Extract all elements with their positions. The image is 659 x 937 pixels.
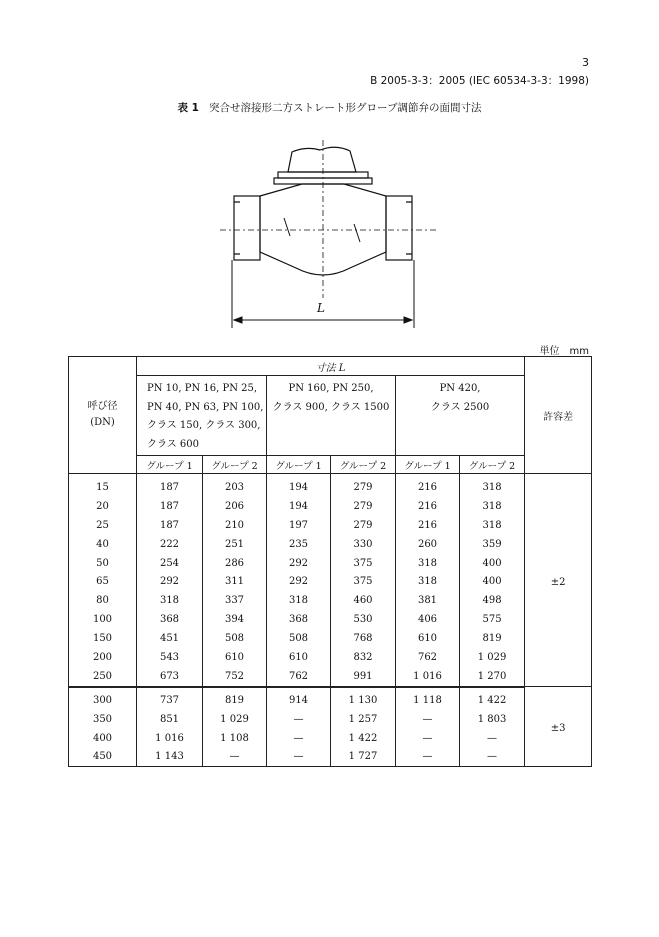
tolerance-cell: ±3 (525, 687, 592, 767)
dn-cell: 200 (69, 648, 137, 667)
dimension-cell: 610 (396, 629, 460, 648)
dimension-cell: 194 (267, 497, 331, 516)
dimension-cell: 530 (331, 610, 396, 629)
standard-reference: B 2005-3-3：2005 (IEC 60534-3-3：1998) (370, 75, 589, 87)
dimension-cell: 1 130 (331, 687, 396, 710)
header-class-group-2 (267, 376, 396, 456)
dimension-cell: — (460, 747, 525, 766)
dimension-cell: 394 (203, 610, 267, 629)
table-row (69, 554, 592, 573)
dimension-cell: 991 (331, 667, 396, 687)
dn-cell: 400 (69, 729, 137, 748)
dimension-cell: 311 (203, 572, 267, 591)
header-class-group-3 (396, 376, 525, 456)
dimension-cell: — (396, 729, 460, 748)
table-row (69, 747, 592, 766)
table-row (69, 497, 592, 516)
class-line: PN 40, PN 63, PN 100, (147, 401, 264, 413)
table-body (69, 474, 592, 767)
dimension-cell: 222 (137, 535, 203, 554)
table-row (69, 710, 592, 729)
dn-cell: 250 (69, 667, 137, 687)
group-label: グループ 2 (331, 456, 396, 474)
dimension-cell: 851 (137, 710, 203, 729)
dn-cell: 40 (69, 535, 137, 554)
dimension-cell: 1 029 (460, 648, 525, 667)
unit-label: 単位 mm (539, 346, 589, 357)
left-weld-end (234, 196, 260, 260)
dimension-cell: 575 (460, 610, 525, 629)
dimension-cell: 260 (396, 535, 460, 554)
table-number: 表 1 (177, 102, 199, 114)
dimension-cell: 1 803 (460, 710, 525, 729)
header-dn (69, 357, 137, 474)
dimension-cell: 216 (396, 516, 460, 535)
table-row (69, 535, 592, 554)
dimension-cell: 460 (331, 591, 396, 610)
dn-cell: 25 (69, 516, 137, 535)
page-number: 3 (582, 56, 589, 69)
dimension-cell: 206 (203, 497, 267, 516)
dimension-cell: 610 (203, 648, 267, 667)
dimension-cell: 610 (267, 648, 331, 667)
group-label: グループ 1 (137, 456, 203, 474)
dimension-cell: 406 (396, 610, 460, 629)
dimension-cell: 752 (203, 667, 267, 687)
dimension-cell: 210 (203, 516, 267, 535)
dimension-cell: 1 727 (331, 747, 396, 766)
valve-diagram (210, 140, 450, 335)
dimension-cell: 400 (460, 554, 525, 573)
dimension-cell: 381 (396, 591, 460, 610)
class-line: PN 160, PN 250, (288, 383, 374, 394)
class-line: クラス 2500 (430, 401, 490, 413)
dimensions-table (68, 356, 592, 767)
dimension-cell: 762 (396, 648, 460, 667)
class-line: クラス 150, クラス 300, (147, 420, 261, 431)
dimension-cell: 318 (137, 591, 203, 610)
dimension-cell: 368 (137, 610, 203, 629)
dimension-cell: 286 (203, 554, 267, 573)
dimension-cell: 1 422 (331, 729, 396, 748)
right-weld-end (386, 196, 412, 260)
group-label: グループ 2 (203, 456, 267, 474)
dimension-cell: 279 (331, 516, 396, 535)
dimension-cell: 235 (267, 535, 331, 554)
dimension-cell: 819 (460, 629, 525, 648)
dimension-cell: — (396, 710, 460, 729)
class-line: PN 10, PN 16, PN 25, (147, 383, 258, 394)
header-class-group-1 (137, 376, 267, 456)
dimension-cell: 337 (203, 591, 267, 610)
table-row (69, 667, 592, 687)
dimension-cell: 400 (460, 572, 525, 591)
dimension-cell: 216 (396, 497, 460, 516)
dimension-cell: — (460, 729, 525, 748)
dn-cell: 50 (69, 554, 137, 573)
dimension-cell: 318 (396, 572, 460, 591)
dimension-cell: 368 (267, 610, 331, 629)
dimension-cell: 203 (203, 474, 267, 497)
dimension-cell: 819 (203, 687, 267, 710)
header-dn-line2: (DN) (90, 417, 115, 428)
dimension-cell: 194 (267, 474, 331, 497)
valve-bonnet (288, 147, 356, 172)
dimension-cell: 292 (137, 572, 203, 591)
dimension-cell: 292 (267, 554, 331, 573)
dimension-cell: 1 108 (203, 729, 267, 748)
class-line: クラス 900, クラス 1500 (272, 401, 390, 413)
dn-cell: 450 (69, 747, 137, 766)
dimension-cell: 318 (460, 497, 525, 516)
dimension-cell: 375 (331, 572, 396, 591)
dimension-cell: 318 (460, 516, 525, 535)
dimension-cell: 1 143 (137, 747, 203, 766)
header-dimension: 寸法 L (137, 357, 525, 376)
dimension-cell: 318 (396, 554, 460, 573)
table-row (69, 474, 592, 497)
dimension-cell: 292 (267, 572, 331, 591)
dimension-cell: — (267, 729, 331, 748)
dimension-cell: 832 (331, 648, 396, 667)
tolerance-cell: ±2 (525, 474, 592, 687)
table-row (69, 591, 592, 610)
dimension-cell: — (396, 747, 460, 766)
dimension-cell: 1 257 (331, 710, 396, 729)
dimension-cell: 508 (267, 629, 331, 648)
dimension-cell: 375 (331, 554, 396, 573)
dimension-cell: 197 (267, 516, 331, 535)
dimension-cell: 508 (203, 629, 267, 648)
dimension-label-L: L (317, 301, 325, 315)
dimension-cell: — (203, 747, 267, 766)
dimension-cell: 673 (137, 667, 203, 687)
table-row (69, 687, 592, 710)
dimension-cell: 1 029 (203, 710, 267, 729)
dn-cell: 350 (69, 710, 137, 729)
dimension-cell: 1 016 (396, 667, 460, 687)
dimension-cell: 498 (460, 591, 525, 610)
dimension-cell: 1 016 (137, 729, 203, 748)
group-label: グループ 2 (460, 456, 525, 474)
dimension-cell: 330 (331, 535, 396, 554)
table-title (0, 100, 659, 115)
dimension-cell: 318 (460, 474, 525, 497)
dimension-cell: 768 (331, 629, 396, 648)
group-label: グループ 1 (267, 456, 331, 474)
dimension-cell: 251 (203, 535, 267, 554)
dimension-cell: 762 (267, 667, 331, 687)
dn-cell: 65 (69, 572, 137, 591)
dn-cell: 15 (69, 474, 137, 497)
dimension-cell: 318 (267, 591, 331, 610)
table-row (69, 610, 592, 629)
class-line: PN 420, (439, 383, 481, 394)
dimension-cell: 737 (137, 687, 203, 710)
header-tolerance: 許容差 (525, 357, 592, 474)
dn-cell: 100 (69, 610, 137, 629)
dn-cell: 150 (69, 629, 137, 648)
valve-drawing (210, 140, 450, 335)
group-label: グループ 1 (396, 456, 460, 474)
dn-cell: 20 (69, 497, 137, 516)
dimension-cell: 359 (460, 535, 525, 554)
dimension-cell: 187 (137, 516, 203, 535)
dimension-cell: 254 (137, 554, 203, 573)
dimension-cell: 451 (137, 629, 203, 648)
class-line: クラス 600 (147, 438, 199, 450)
dimension-cell: 1 118 (396, 687, 460, 710)
table-row (69, 729, 592, 748)
dimension-cell: — (267, 710, 331, 729)
table-title-text: 突合せ溶接形二方ストレート形グローブ調節弁の面間寸法 (208, 102, 482, 114)
table-row (69, 572, 592, 591)
dimension-cell: — (267, 747, 331, 766)
table-row (69, 516, 592, 535)
dimension-cell: 914 (267, 687, 331, 710)
table-row (69, 629, 592, 648)
dn-cell: 300 (69, 687, 137, 710)
table-row (69, 648, 592, 667)
dn-cell: 80 (69, 591, 137, 610)
dimension-cell: 543 (137, 648, 203, 667)
dimension-cell: 1 270 (460, 667, 525, 687)
dimension-cell: 1 422 (460, 687, 525, 710)
dimension-cell: 187 (137, 474, 203, 497)
header-dn-line1: 呼び径 (87, 401, 118, 412)
dimension-cell: 187 (137, 497, 203, 516)
dimension-cell: 216 (396, 474, 460, 497)
dimension-cell: 279 (331, 474, 396, 497)
dimension-cell: 279 (331, 497, 396, 516)
